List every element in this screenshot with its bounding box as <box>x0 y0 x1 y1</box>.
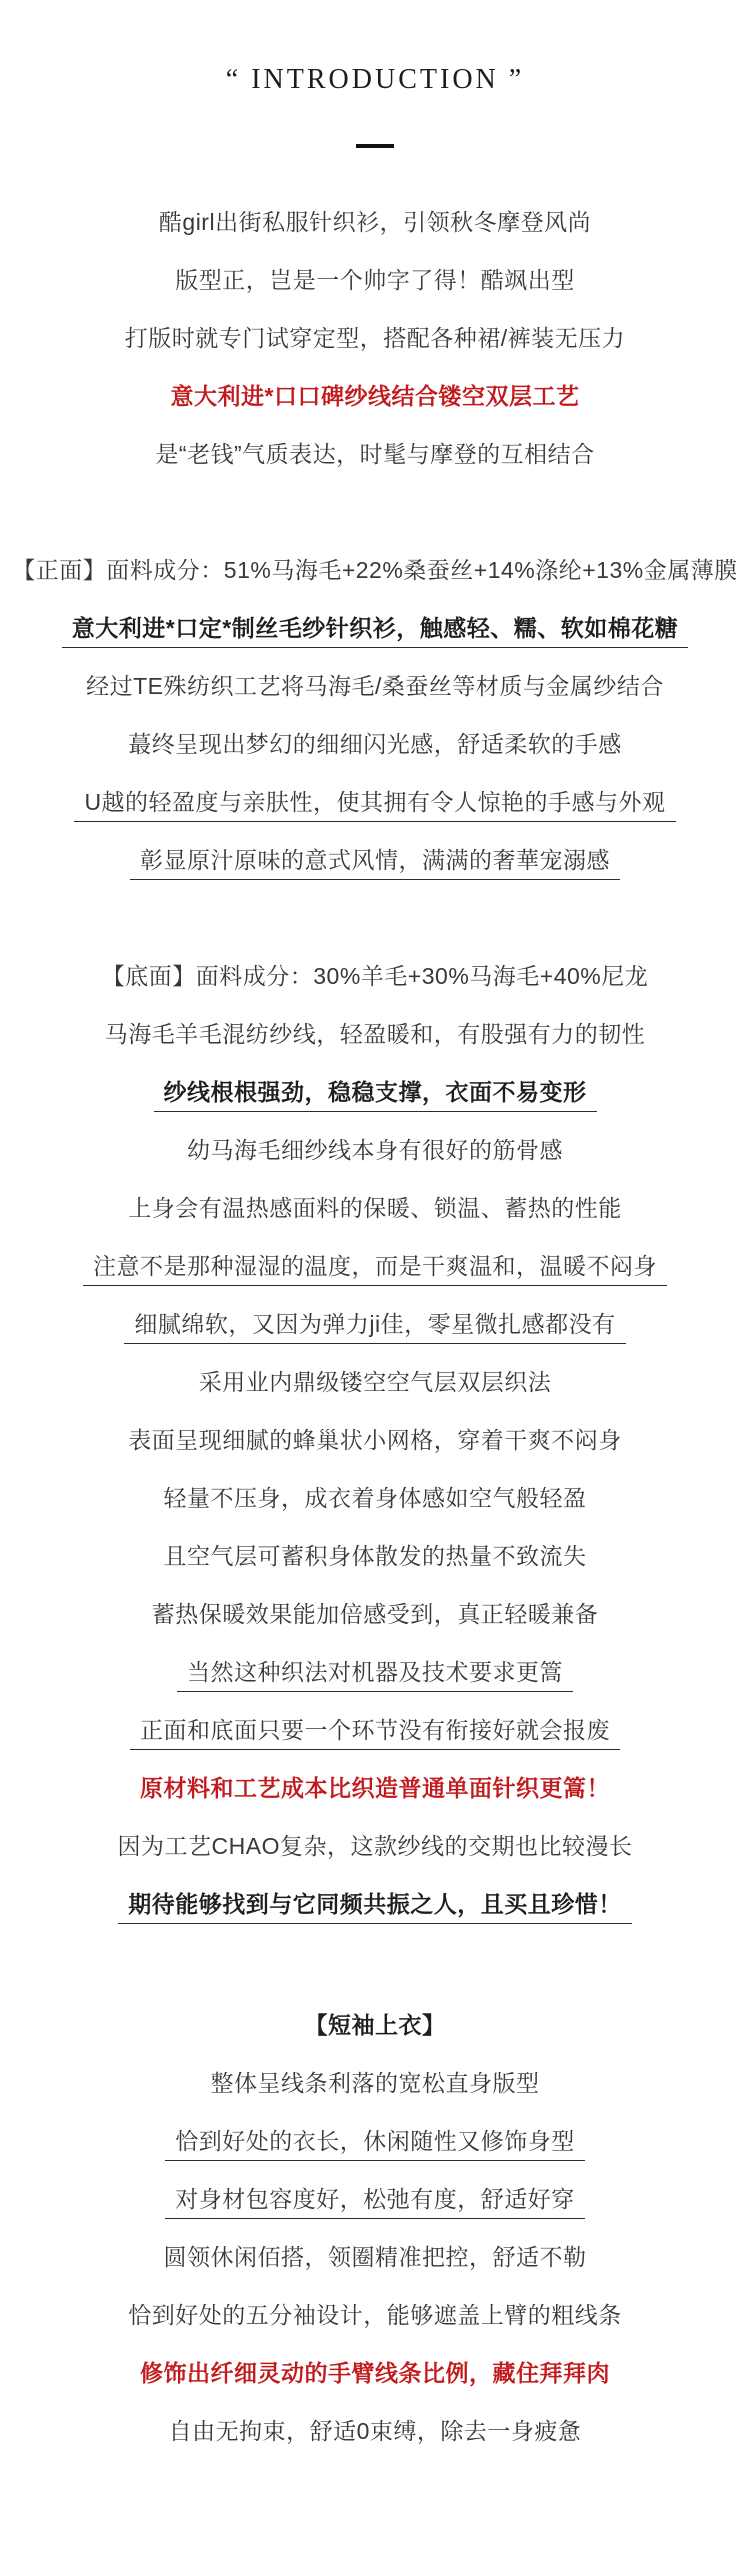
description-line-text: 是“老钱”气质表达，时髦与摩登的互相结合 <box>155 440 595 467</box>
description-line <box>0 541 750 599</box>
description-line-text: 细腻绵软，又因为弹力ji佳，零星微扎感都没有 <box>134 1310 616 1337</box>
description-line-text: 打版时就专门试穿定型，搭配各种裙/裤装无压力 <box>124 324 626 351</box>
description-line-text: 蓄热保暖效果能加倍感受到，真正轻暖兼备 <box>151 1600 599 1627</box>
description-line <box>0 715 750 773</box>
description-line-text: 表面呈现细腻的蜂巢状小网格，穿着干爽不闷身 <box>128 1426 622 1453</box>
description-line <box>0 1759 750 1817</box>
description-line <box>0 599 750 657</box>
description-line-text: 采用业内鼎级镂空空气层双层织法 <box>198 1368 552 1395</box>
description-line <box>0 2286 750 2344</box>
description-line <box>0 2054 750 2112</box>
description-line-text: 且空气层可蓄积身体散发的热量不致流失 <box>163 1542 587 1569</box>
description-line <box>0 1469 750 1527</box>
description-line <box>0 1295 750 1353</box>
description-line <box>0 1179 750 1237</box>
description-line-text: 恰到好处的五分袖设计，能够遮盖上臂的粗线条 <box>128 2301 622 2328</box>
description-line <box>0 251 750 309</box>
description-line-text: 纱线根根强劲，稳稳支撑，衣面不易变形 <box>163 1078 587 1105</box>
description-line-text: 正面和底面只要一个环节没有衔接好就会报废 <box>140 1716 610 1743</box>
description-line-text: 恰到好处的衣长，休闲随性又修饰身型 <box>175 2127 575 2154</box>
section-front <box>0 541 750 889</box>
description-line-text: 意大利进*口口碑纱线结合镂空双层工艺 <box>170 382 580 409</box>
description-line-text: 酷girl出街私服针织衫，引领秋冬摩登风尚 <box>158 208 592 235</box>
description-line <box>0 2228 750 2286</box>
title-divider <box>356 144 394 148</box>
description-line-text: 整体呈线条利落的宽松直身版型 <box>210 2069 540 2096</box>
description-line-text: 修饰出纤细灵动的手臂线条比例，藏住拜拜肉 <box>140 2359 610 2386</box>
description-line-text: 自由无拘束，舒适0束缚，除去一身疲惫 <box>168 2417 582 2444</box>
description-line <box>0 2112 750 2170</box>
description-line <box>0 425 750 483</box>
description-line-text: 当然这种织法对机器及技术要求更篙 <box>187 1658 563 1685</box>
description-line <box>0 1237 750 1295</box>
description-line-text: 蕞终呈现出梦幻的细细闪光感，舒适柔软的手感 <box>128 730 622 757</box>
description-line-text: 版型正，岂是一个帅字了得！酷飒出型 <box>175 266 575 293</box>
description-line <box>0 1996 750 2054</box>
description-line-text: 对身材包容度好，松弛有度，舒适好穿 <box>175 2185 575 2212</box>
description-line <box>0 309 750 367</box>
description-line <box>0 1121 750 1179</box>
description-line-text: 圆领休闲佰搭，领圈精准把控，舒适不勒 <box>163 2243 587 2270</box>
description-line <box>0 1643 750 1701</box>
description-line <box>0 1063 750 1121</box>
description-line-text: 期待能够找到与它同频共振之人，且买且珍惜！ <box>128 1890 622 1917</box>
description-line <box>0 657 750 715</box>
description-line-text: 【底面】面料成分：30%羊毛+30%马海毛+40%尼龙 <box>101 962 649 989</box>
description-line-text: 经过TE殊纺织工艺将马海毛/桑蚕丝等材质与金属纱结合 <box>86 672 664 699</box>
description-line <box>0 831 750 889</box>
description-line-text: 原材料和工艺成本比织造普通单面针织更篙！ <box>140 1774 610 1801</box>
description-line-text: 【正面】面料成分：51%马海毛+22%桑蚕丝+14%涤纶+13%金属薄膜 <box>12 556 738 583</box>
description-line-text: 彰显原汁原味的意式风情，满满的奢華宠溺感 <box>140 846 610 873</box>
description-line <box>0 2170 750 2228</box>
description-line <box>0 773 750 831</box>
section-short-sleeve <box>0 1996 750 2460</box>
description-line <box>0 2344 750 2402</box>
page-title: “ INTRODUCTION ” <box>225 64 525 95</box>
description-line-text: 轻量不压身，成衣着身体感如空气般轻盈 <box>163 1484 587 1511</box>
description-line-text: 马海毛羊毛混纺纱线，轻盈暖和，有股强有力的韧性 <box>104 1020 646 1047</box>
description-line <box>0 1411 750 1469</box>
description-line-text: 因为工艺CHAO复杂，这款纱线的交期也比较漫长 <box>117 1832 633 1859</box>
description-line-text: 【短袖上衣】 <box>304 2011 446 2038</box>
description-line <box>0 947 750 1005</box>
section-bottom <box>0 947 750 1933</box>
product-description-page <box>0 62 750 2562</box>
description-line <box>0 367 750 425</box>
description-line <box>0 1005 750 1063</box>
description-line-text: 注意不是那种湿湿的温度，而是干爽温和，温暖不闷身 <box>93 1252 657 1279</box>
description-line-text: U越的轻盈度与亲肤性，使其拥有令人惊艳的手感与外观 <box>84 788 666 815</box>
description-line <box>0 1817 750 1875</box>
description-line-text: 上身会有温热感面料的保暖、锁温、蓄热的性能 <box>128 1194 622 1221</box>
description-line <box>0 1875 750 1933</box>
description-line <box>0 1353 750 1411</box>
description-line <box>0 1527 750 1585</box>
description-sections <box>0 193 750 2460</box>
description-line <box>0 1701 750 1759</box>
section-intro <box>0 193 750 483</box>
description-line <box>0 193 750 251</box>
description-line-text: 幼马海毛细纱线本身有很好的筋骨感 <box>187 1136 563 1163</box>
description-line-text: 意大利进*口定*制丝毛纱针织衫，触感轻、糯、软如棉花糖 <box>71 614 679 641</box>
description-line <box>0 1585 750 1643</box>
description-line <box>0 2402 750 2460</box>
